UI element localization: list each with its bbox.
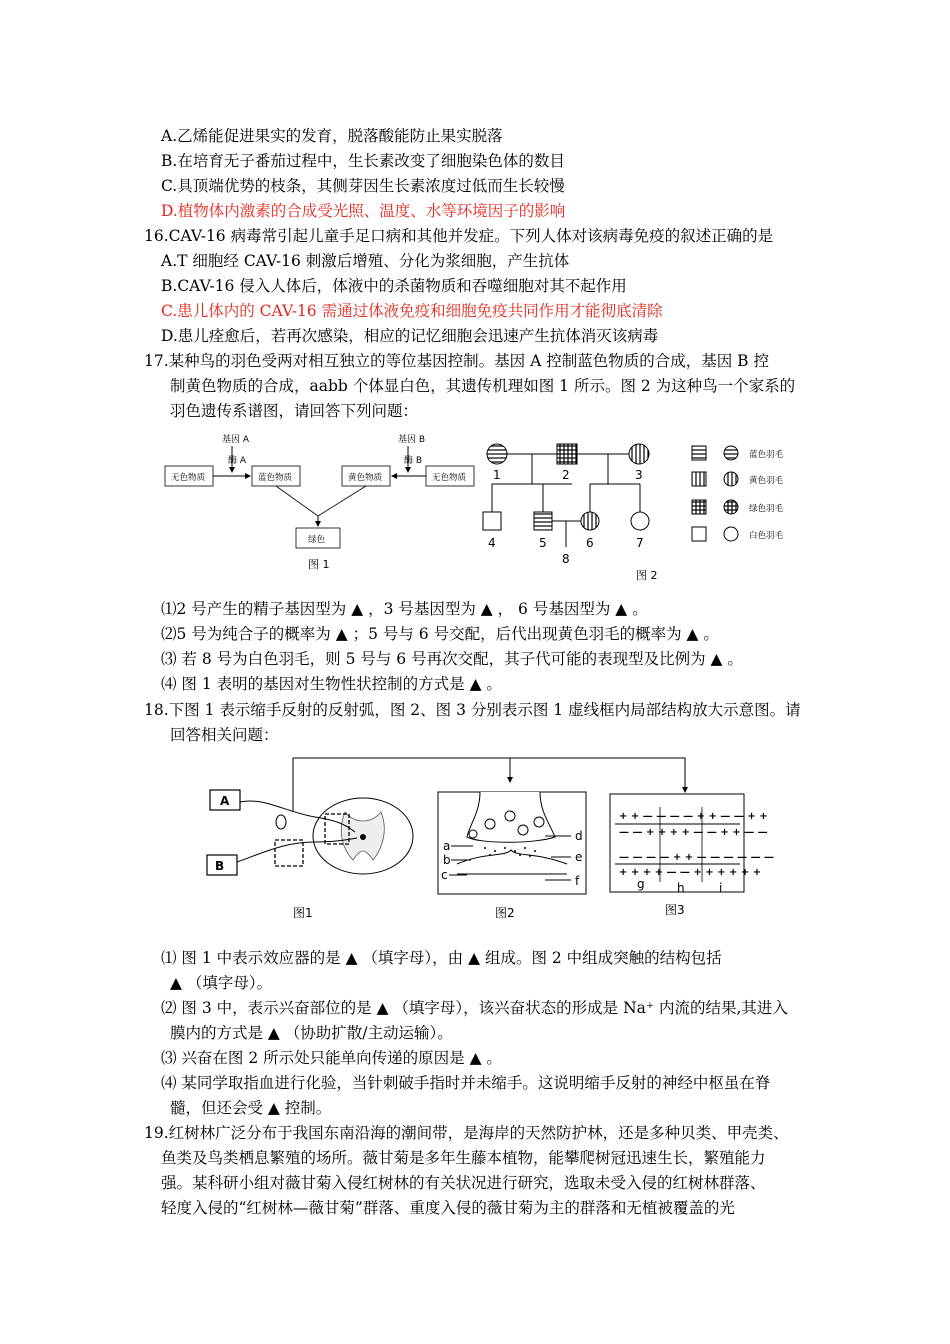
svg-text:3: 3: [635, 468, 643, 482]
svg-text:f: f: [575, 874, 580, 888]
svg-text:白色羽毛: 白色羽毛: [749, 531, 784, 541]
q17-stem-line2: 制黄色物质的合成，aabb 个体显白色，其遗传机理如图 1 所示。图 2 为这种鸟一个家系的: [170, 377, 796, 395]
svg-text:B: B: [215, 859, 225, 873]
individual-1: [487, 444, 507, 464]
q18-sub1-line1: ⑴ 图 1 中表示效应器的是 ▲ （填字母），由 ▲ 组成。图 2 中组成突触的结构包括: [161, 949, 722, 967]
reflex-figure2-caption: 图2: [495, 906, 515, 920]
svg-text:d: d: [575, 829, 583, 843]
svg-text:无色物质: 无色物质: [432, 473, 467, 483]
legend-yellow-female: [724, 472, 738, 486]
q18-stem-line1: 18.下图 1 表示缩手反射的反射弧，图 2、图 3 分别表示图 1 虚线框内局部结构放大示意图。请: [144, 701, 801, 719]
individual-6: [581, 512, 599, 530]
q16-option-b: B.CAV-16 侵入人体后，体液中的杀菌物质和吞噬细胞对其不起作用: [161, 277, 627, 295]
svg-text:A: A: [220, 794, 230, 808]
legend-green-male: [692, 500, 706, 514]
svg-text:无色物质: 无色物质: [171, 473, 206, 483]
svg-text:e: e: [575, 850, 583, 864]
svg-text:+ + — — — — + + — — + +: + + — — — — + + — — + +: [619, 811, 768, 822]
q18-figure-reflex-arc: [205, 752, 775, 927]
q16-option-c: C.患儿体内的 CAV-16 需通过体液免疫和细胞免疫共同作用才能彻底清除: [161, 302, 663, 320]
q17-stem-line1: 17.某种鸟的羽色受两对相互独立的等位基因控制。基因 A 控制蓝色物质的合成，基因 B 控: [144, 352, 769, 370]
reflex-figure1-caption: 图1: [293, 906, 313, 920]
svg-text:蓝色羽毛: 蓝色羽毛: [749, 450, 784, 460]
svg-text:c: c: [441, 868, 448, 882]
svg-text:2: 2: [562, 468, 570, 482]
legend-blue-female: [724, 446, 738, 460]
svg-text:黄色羽毛: 黄色羽毛: [749, 476, 784, 486]
q17-sub1: ⑴2 号产生的精子基因型为 ▲ ，3 号基因型为 ▲ ， 6 号基因型为 ▲ 。: [161, 600, 648, 618]
q18-sub4-line1: ⑷ 某同学取指血进行化验，当针刺破手指时并未缩手。这说明缩手反射的神经中枢虽在脊: [161, 1074, 771, 1092]
q18-sub2-line1: ⑵ 图 3 中，表示兴奋部位的是 ▲ （填字母），该兴奋状态的形成是 Na⁺ 内流的结果,其进入: [161, 999, 788, 1017]
enzyme-b-label: 酶 B: [404, 456, 423, 466]
reflex-figure3-caption: 图3: [665, 903, 685, 917]
q15-option-c: C.具顶端优势的枝条，其侧芽因生长素浓度过低而生长较慢: [161, 177, 565, 195]
svg-text:a: a: [443, 839, 451, 853]
q15-option-a: A.乙烯能促进果实的发育，脱落酸能防止果实脱落: [161, 127, 503, 145]
svg-text:绿色: 绿色: [308, 535, 326, 545]
q17-sub2: ⑵5 号为纯合子的概率为 ▲ ；5 号与 6 号交配，后代出现黄色羽毛的概率为 ▲ 。: [161, 625, 719, 643]
q17-figure1-mechanism: [160, 430, 480, 580]
svg-text:i: i: [719, 881, 723, 895]
q18-stem-line2: 回答相关问题：: [170, 726, 279, 744]
svg-text:绿色羽毛: 绿色羽毛: [749, 504, 784, 514]
svg-text:7: 7: [636, 536, 644, 550]
q18-sub3: ⑶ 兴奋在图 2 所示处只能单向传递的原因是 ▲ 。: [161, 1049, 502, 1067]
q15-option-d: D.植物体内激素的合成受光照、温度、水等环境因子的影响: [161, 202, 566, 220]
gene-b-label: 基因 B: [398, 435, 426, 445]
q19-line1: 19.红树林广泛分布于我国东南沿海的潮间带，是海岸的天然防护林，还是多种贝类、甲壳类、: [144, 1124, 789, 1142]
enzyme-a-label: 酶 A: [228, 456, 247, 466]
figure2-caption: 图 2: [636, 569, 658, 582]
svg-text:+ + + + — — + + + + + +: + + + + — — + + + + + +: [619, 867, 762, 878]
q17-sub4: ⑷ 图 1 表明的基因对生物性状控制的方式是 ▲ 。: [161, 675, 502, 693]
individual-2: [557, 444, 577, 464]
individual-7: [631, 512, 649, 530]
individual-3: [629, 444, 649, 464]
q18-sub4-line2: 髓，但还会受 ▲ 控制。: [170, 1099, 332, 1117]
q17-sub3: ⑶ 若 8 号为白色羽毛，则 5 号与 6 号再次交配，其子代可能的表现型及比例为 ▲ 。: [161, 650, 743, 668]
figure1-caption: 图 1: [308, 558, 330, 571]
svg-text:h: h: [677, 881, 685, 895]
q18-sub1-line2: ▲ （填字母）。: [170, 974, 273, 992]
individual-5: [534, 512, 552, 530]
svg-text:1: 1: [493, 468, 501, 482]
legend-white-male: [692, 527, 706, 541]
q19-line2: 鱼类及鸟类栖息繁殖的场所。薇甘菊是多年生藤本植物，能攀爬树冠迅速生长，繁殖能力: [161, 1149, 766, 1167]
q16-stem: 16.CAV-16 病毒常引起儿童手足口病和其他并发症。下列人体对该病毒免疫的叙述正确的是: [144, 227, 774, 245]
q17-figure2-pedigree: [478, 432, 808, 587]
q16-option-d: D.患儿痊愈后，若再次感染，相应的记忆细胞会迅速产生抗体消灭该病毒: [161, 327, 659, 345]
q19-line3: 强。某科研小组对薇甘菊入侵红树林的有关状况进行研究，选取未受入侵的红树林群落、: [161, 1174, 766, 1192]
q17-stem-line3: 羽色遗传系谱图，请回答下列问题：: [170, 402, 419, 420]
legend-white-female: [724, 527, 738, 541]
svg-text:4: 4: [488, 536, 496, 550]
q16-option-a: A.T 细胞经 CAV-16 刺激后增殖、分化为浆细胞，产生抗体: [161, 252, 570, 270]
q18-sub2-line2: 膜内的方式是 ▲ （协助扩散/主动运输）。: [170, 1024, 453, 1042]
svg-text:6: 6: [586, 536, 594, 550]
legend-blue-male: [692, 446, 706, 460]
svg-text:— — + + + + — — + + — —: — — + + + + — — + + — —: [619, 827, 768, 838]
svg-text:黄色物质: 黄色物质: [348, 473, 383, 483]
svg-text:8: 8: [562, 552, 570, 566]
svg-text:g: g: [637, 877, 645, 891]
svg-text:5: 5: [539, 536, 547, 550]
individual-4: [483, 512, 501, 530]
q19-line4: 轻度入侵的“红树林—薇甘菊”群落、重度入侵的薇甘菊为主的群落和无植被覆盖的光: [161, 1199, 735, 1217]
svg-text:b: b: [443, 853, 451, 867]
legend-yellow-male: [692, 472, 706, 486]
svg-text:蓝色物质: 蓝色物质: [258, 473, 293, 483]
legend-green-female: [724, 500, 738, 514]
q15-option-b: B.在培育无子番茄过程中，生长素改变了细胞染色体的数目: [161, 152, 565, 170]
svg-text:— — — — + + — — — — — —: — — — — + + — — — — — —: [619, 852, 775, 863]
gene-a-label: 基因 A: [222, 435, 250, 445]
